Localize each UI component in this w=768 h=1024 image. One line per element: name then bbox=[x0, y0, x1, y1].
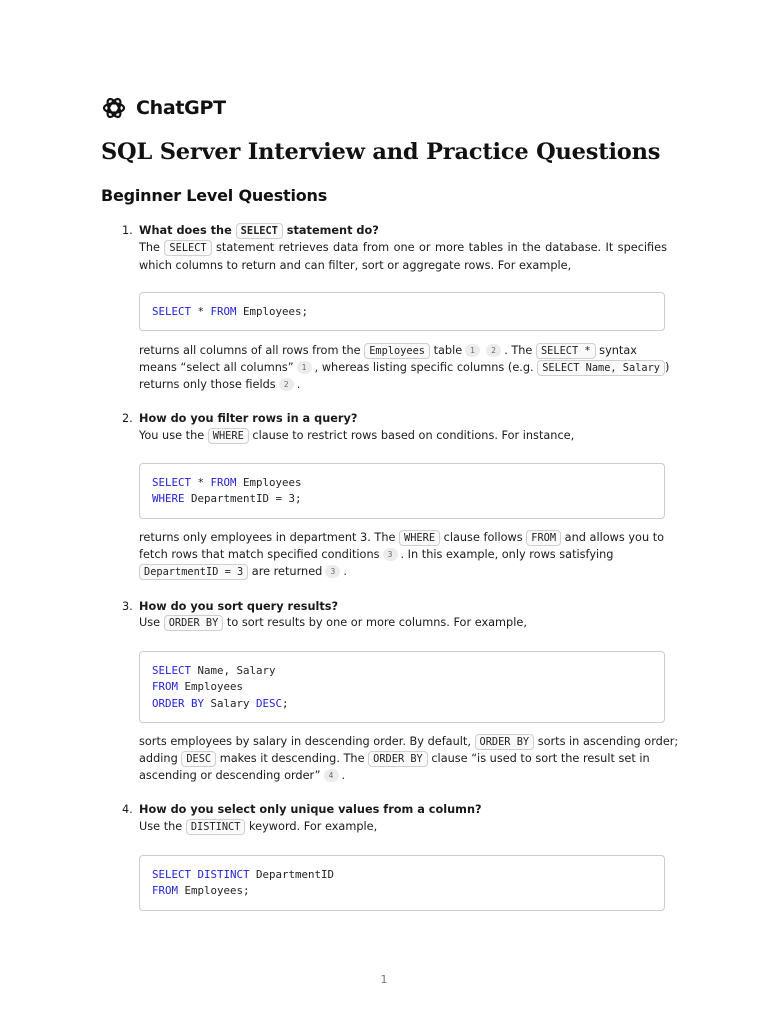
citation-badge: 1 bbox=[465, 344, 480, 357]
question-number: 3. bbox=[122, 600, 133, 613]
inline-code: ORDER BY bbox=[475, 734, 535, 750]
inline-code: Employees bbox=[364, 343, 430, 359]
inline-code: ORDER BY bbox=[368, 751, 428, 767]
answer-text: returns only those fields 2 . bbox=[139, 378, 301, 391]
answer-text: The SELECT statement retrieves data from one or more tables in the database. It specifies bbox=[139, 241, 667, 254]
page-number: 1 bbox=[380, 973, 388, 986]
citation-badge: 4 bbox=[324, 769, 339, 782]
answer-text: returns all columns of all rows from the Employees table 1 2 . The SELECT * syntax bbox=[139, 344, 637, 357]
question-heading: What does the SELECT statement do? bbox=[139, 224, 379, 237]
openai-logo-icon bbox=[101, 95, 127, 121]
inline-code: ORDER BY bbox=[164, 615, 224, 631]
inline-code: DESC bbox=[181, 751, 216, 767]
question-heading: How do you sort query results? bbox=[139, 600, 339, 613]
citation-badge: 2 bbox=[486, 344, 501, 357]
citation-badge: 3 bbox=[325, 565, 340, 578]
answer-text: means “select all columns” 1 , whereas listing specific columns (e.g. SELECT Name, Salary ) bbox=[139, 361, 670, 374]
answer-text: You use the WHERE clause to restrict rows based on conditions. For instance, bbox=[139, 429, 575, 442]
chatgpt-logo bbox=[101, 95, 226, 121]
code-block: SELECT * FROM Employees; bbox=[139, 292, 665, 331]
page-title: SQL Server Interview and Practice Questions bbox=[101, 139, 661, 165]
question-number: 4. bbox=[122, 803, 133, 816]
answer-text: which columns to return and can filter, sort or aggregate rows. For example, bbox=[139, 259, 572, 272]
inline-code: DepartmentID = 3 bbox=[139, 564, 248, 580]
code-block: SELECT Name, Salary FROM Employees ORDER BY Salary DESC; bbox=[139, 651, 665, 723]
inline-code: SELECT bbox=[236, 223, 283, 239]
answer-text: DepartmentID = 3 are returned 3 . bbox=[139, 564, 347, 580]
inline-code: SELECT * bbox=[536, 343, 596, 359]
code-block: SELECT DISTINCT DepartmentID FROM Employees; bbox=[139, 855, 665, 911]
answer-text: ascending or descending order” 4 . bbox=[139, 769, 346, 782]
inline-code: SELECT bbox=[164, 240, 211, 256]
answer-text: sorts employees by salary in descending order. By default, ORDER BY sorts in ascending order; bbox=[139, 735, 679, 748]
inline-code: FROM bbox=[526, 530, 561, 546]
answer-text: fetch rows that match specified conditions 3 . In this example, only rows satisfying bbox=[139, 548, 614, 561]
inline-code: SELECT Name, Salary bbox=[537, 360, 665, 376]
answer-text: Use ORDER BY to sort results by one or more columns. For example, bbox=[139, 616, 527, 629]
citation-badge: 3 bbox=[383, 548, 398, 561]
answer-text: Use the DISTINCT keyword. For example, bbox=[139, 820, 378, 833]
inline-code: DISTINCT bbox=[186, 819, 246, 835]
brand-name: ChatGPT bbox=[136, 97, 226, 119]
question-heading: How do you select only unique values from a column? bbox=[139, 803, 482, 816]
code-block: SELECT * FROM Employees WHERE DepartmentID = 3; bbox=[139, 463, 665, 519]
inline-code: WHERE bbox=[399, 530, 440, 546]
inline-code: WHERE bbox=[208, 428, 249, 444]
question-number: 1. bbox=[122, 224, 133, 237]
citation-badge: 2 bbox=[279, 378, 294, 391]
section-title: Beginner Level Questions bbox=[101, 186, 328, 205]
answer-text: returns only employees in department 3. The WHERE clause follows FROM and allows you to bbox=[139, 531, 665, 544]
question-number: 2. bbox=[122, 412, 133, 425]
answer-text: adding DESC makes it descending. The ORDER BY clause “is used to sort the result set in bbox=[139, 752, 650, 765]
citation-badge: 1 bbox=[297, 361, 312, 374]
question-heading: How do you filter rows in a query? bbox=[139, 412, 358, 425]
